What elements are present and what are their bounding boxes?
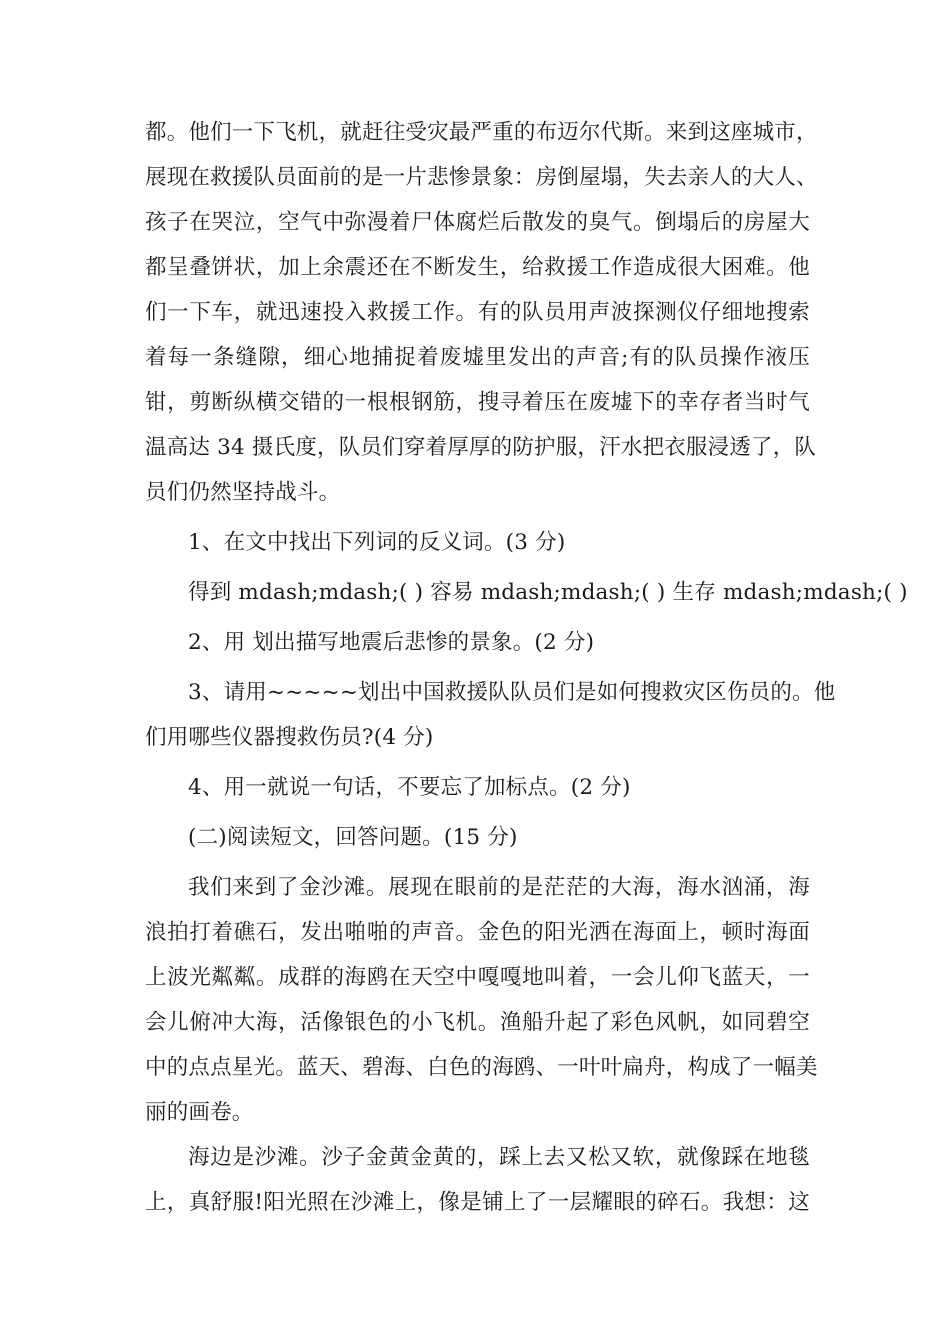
paragraph-line: 着每一条缝隙，细心地捕捉着废墟里发出的声音;有的队员操作液压: [145, 345, 810, 370]
paragraph-line: 海边是沙滩。沙子金黄金黄的，踩上去又松又软，就像踩在地毯: [188, 1145, 810, 1170]
paragraph-line: 温高达 34 摄氏度，队员们穿着厚厚的防护服，汗水把衣服浸透了，队: [145, 435, 817, 460]
question-4: 4、用一就说一句话，不要忘了加标点。(2 分): [188, 775, 631, 800]
paragraph-line: 都呈叠饼状，加上余震还在不断发生，给救援工作造成很大困难。他: [145, 255, 810, 280]
section-heading: (二)阅读短文，回答问题。(15 分): [188, 825, 518, 850]
paragraph-line: 们一下车，就迅速投入救援工作。有的队员用声波探测仪仔细地搜索: [145, 300, 810, 325]
paragraph-line: 员们仍然坚持战斗。: [145, 480, 341, 505]
paragraph-line: 都。他们一下飞机，就赶往受灾最严重的布迈尔代斯。来到这座城市，: [145, 120, 818, 145]
paragraph-line: 会儿俯冲大海，活像银色的小飞机。渔船升起了彩色风帆，如同碧空: [145, 1010, 810, 1035]
paragraph-line: 上波光粼粼。成群的海鸥在天空中嘎嘎地叫着，一会儿仰飞蓝天，一: [145, 965, 810, 990]
question-3: 3、请用~~~~~划出中国救援队队员们是如何搜救灾区伤员的。他: [188, 680, 836, 705]
question-2: 2、用 划出描写地震后悲惨的景象。(2 分): [188, 630, 595, 655]
paragraph-line: 展现在救援队员面前的是一片悲惨景象：房倒屋塌，失去亲人的大人、: [145, 165, 818, 190]
paragraph-line: 丽的画卷。: [145, 1100, 254, 1125]
paragraph-line: 上，真舒服!阳光照在沙滩上，像是铺上了一层耀眼的碎石。我想：这: [145, 1190, 810, 1215]
paragraph-line: 钳，剪断纵横交错的一根根钢筋，搜寻着压在废墟下的幸存者当时气: [145, 390, 810, 415]
paragraph-line: 浪拍打着礁石，发出啪啪的声音。金色的阳光洒在海面上，顿时海面: [145, 920, 810, 945]
question-1-blanks: 得到 mdash;mdash;( ) 容易 mdash;mdash;( ) 生存 mdash;mdash;( ): [188, 580, 908, 605]
paragraph-line: 孩子在哭泣，空气中弥漫着尸体腐烂后散发的臭气。倒塌后的房屋大: [145, 210, 810, 235]
question-1: 1、在文中找出下列词的反义词。(3 分): [188, 530, 566, 555]
question-3-cont: 们用哪些仪器搜救伤员?(4 分): [145, 725, 434, 750]
paragraph-line: 中的点点星光。蓝天、碧海、白色的海鸥、一叶叶扁舟，构成了一幅美: [145, 1055, 818, 1080]
paragraph-line: 我们来到了金沙滩。展现在眼前的是茫茫的大海，海水汹涌，海: [188, 875, 810, 900]
